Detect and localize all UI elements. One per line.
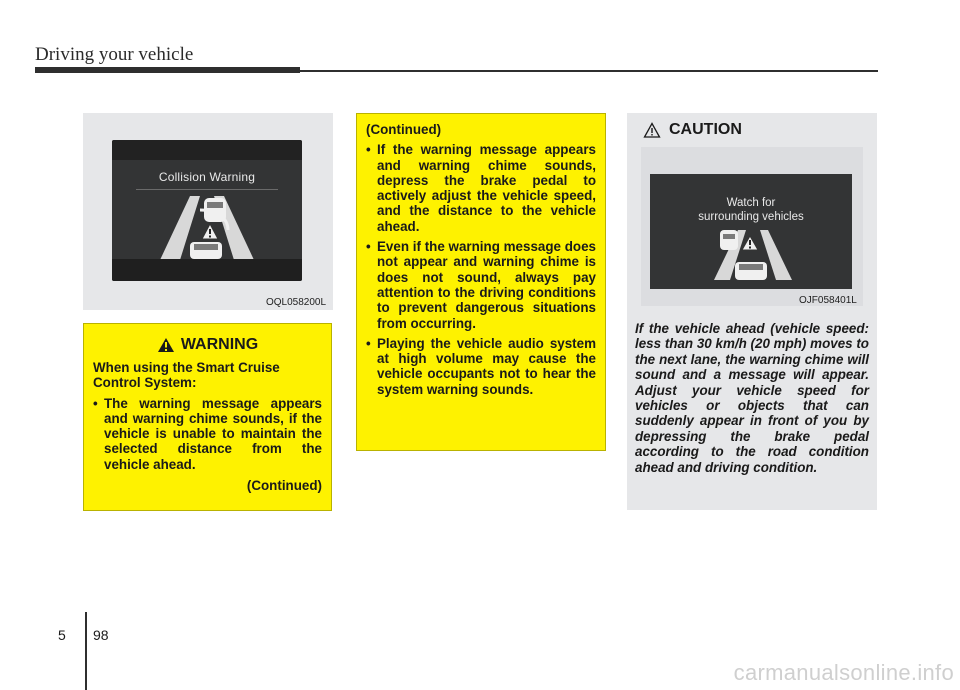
caution-heading <box>643 121 742 139</box>
list-item: • Playing the vehicle audio system at high volume may cause the vehicle occupants not to hear the system warning sounds. <box>366 336 596 397</box>
caution-text: If the vehicle ahead (vehicle speed: less than 30 km/h (20 mph) moves to the next lane, the warning chime will sound and a message will appear. Adjust your vehicle speed for vehicles or objects that can suddenly appear in front of you by depressing the brake pedal according to the road condition ahead and driving condition. <box>635 321 869 475</box>
road-graphic <box>650 174 852 289</box>
continued-warning-box <box>356 113 606 451</box>
warning-intro: When using the Smart Cruise Control System: <box>93 360 280 391</box>
cluster-display <box>650 174 852 289</box>
list-item: • The warning message appears and warning chime sounds, if the vehicle is unable to maintain the selected distance from the vehicle ahead. <box>93 396 322 472</box>
collision-warning-figure <box>83 113 333 310</box>
warning-bullets <box>93 396 322 472</box>
warning-heading-text: WARNING <box>180 336 259 353</box>
figure-code: OQL058200L <box>266 297 327 308</box>
warning-heading <box>93 336 322 354</box>
page-number: 98 <box>93 627 109 643</box>
display-message: Collision Warning <box>158 170 256 184</box>
page-title: Driving your vehicle <box>35 44 194 65</box>
display-line-1: Watch for <box>726 197 776 209</box>
continued-label: (Continued) <box>246 478 322 494</box>
warning-box <box>83 323 332 511</box>
display-line-2: surrounding vehicles <box>698 211 804 223</box>
car-ahead-icon <box>204 198 226 222</box>
footer-divider <box>85 612 87 690</box>
surrounding-vehicles-figure <box>641 147 863 306</box>
caution-heading-text: CAUTION <box>669 121 742 138</box>
watermark: carmanualsonline.info <box>733 660 954 685</box>
cluster-display <box>112 140 302 281</box>
list-item: • If the warning message appears and warning chime sounds, depress the brake pedal to actively adjust the vehicle speed, and the distance to the vehicle ahead. <box>366 142 596 234</box>
continued-label: (Continued) <box>366 122 442 137</box>
caution-panel <box>627 113 877 510</box>
header-rule-thick <box>35 67 300 73</box>
continued-bullets <box>366 142 596 397</box>
adjacent-car-icon <box>720 230 738 250</box>
header-rule-thin <box>300 70 878 72</box>
caution-triangle-icon <box>643 122 661 138</box>
figure-code: OJF058401L <box>799 295 857 306</box>
display-bottom-bar <box>112 259 302 281</box>
warning-triangle-icon <box>157 337 175 353</box>
list-item: • Even if the warning message does not appear and warning chime is does not sound, always pay attention to the driving conditions to prevent dangerous situations from occurring. <box>366 239 596 331</box>
section-number: 5 <box>58 627 66 643</box>
